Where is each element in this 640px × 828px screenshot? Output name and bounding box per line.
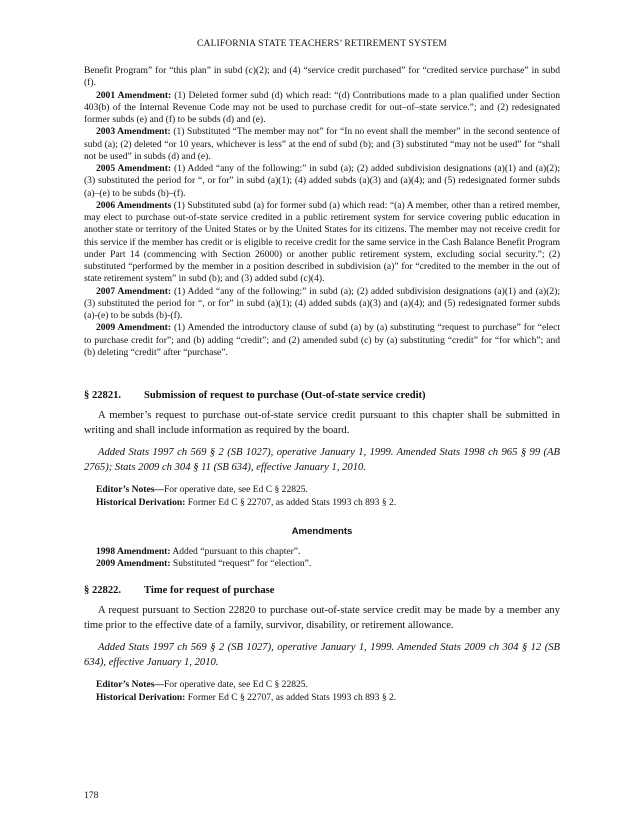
section-number: § 22822. [84,585,122,596]
section-body: A member’s request to purchase out-of-state service credit pursuant to this chapter shall be submitted in writing and shall include information as required by the board. [84,410,560,436]
amendment-text: Added “pursuant to this chapter”. [170,546,301,557]
amendment-2001 [84,90,560,127]
page-number: 178 [84,790,99,801]
amendment-2005 [84,163,560,200]
section-title: Time for request of purchase [144,585,275,596]
amendment-text: (1) Amended the introductory clause of subd (a) by (a) substituting “request to purchase” for “elect to purchase credit for”; and (b) adding “credit”; and (2) amended subd (c) by (a) substituting “credit” for “for which”; and (b) deleting “credit” after “purchase”. [84,322,561,358]
amendment-label: 2006 Amendments [96,199,172,211]
amendment-text: (1) Added “any of the following:” in subd (a); (2) added subdivision designations (a)(1) and (a)(2); (3) substituted the period for “, or for” in subd (a)(1); (4) added subds (a)(3) and (a)(4); and (5) redesignated former subds (a)-(e) to be subds (b)-(f). [84,285,560,321]
section-notes [84,484,560,509]
amendment-label: 2009 Amendment: [96,558,171,570]
amendment-text: (1) Substituted subd (a) for former subd (a) which read: “(a) A member, other than a retired member, may elect to purchase out-of-state service credited in a public retirement system for service covering public education in another state or territory of the United States or by the United States for its citizens. The member may not receive credit for this service if the member has credit or is eligible to receive credit for the same service in the Cash Balance Benefit Program under Part 14 (commencing with Section 26000) or another public retirement system, excluding social security.”; (2) substituted “performed by the member in a position described in subdivision (a)” for “credited to the member in the out of state retirement system” in subd (b); and (3) added subd (c)(4). [84,199,560,285]
amendments-heading: Amendments [291,526,353,537]
amendment-2006 [84,200,560,286]
section-body: A request pursuant to Section 22820 to purchase out-of-state service credit may be made by a member any time prior to the effective date of a family, survivor, disability, or retirement allowance. [84,605,560,631]
prior-amendment-notes [84,65,560,359]
historical-derivation-text: Former Ed C § 22707, as added Stats 1993 ch 893 § 2. [185,496,397,508]
amendment-text: (1) Deleted former subd (d) which read: “(d) Contributions made to a plan qualified under Section 403(b) of the Internal Revenue Code may not be used to purchase credit for out–of–state service.”; and (2) redesignated former subds (e) and (f) to be subds (d) and (e). [84,89,560,125]
historical-derivation [84,497,560,509]
amendment-2009 [84,558,560,570]
amendment-continuation: Benefit Program” for “this plan” in subd (c)(2); and (4) “service credit purchased” for “credited service purchase” in subd (f). [84,65,560,89]
amendment-text: Substituted “request” for “election”. [170,558,312,570]
historical-derivation-label: Historical Derivation: [96,496,186,508]
section-heading [84,390,560,401]
section-22822 [84,585,560,704]
amendment-label: 2007 Amendment: [96,285,172,297]
running-header: CALIFORNIA STATE TEACHERS’ RETIREMENT SYSTEM [197,38,447,49]
section-22821 [84,390,560,509]
amendment-text: (1) Added “any of the following:” in subd (a); (2) added subdivision designations (a)(1) and (a)(2); (3) substituted the period for “, or for” in subd (a)(1); (4) added subds (a)(3) and (a)(4); and (5) redesignated former subds (a)–(e) to be subds (b)–(f). [84,163,560,199]
section-22821-amendments [84,546,560,571]
amendment-label: 1998 Amendment: [96,546,171,557]
section-citation: Added Stats 1997 ch 569 § 2 (SB 1027), operative January 1, 1999. Amended Stats 2009 ch 304 § 12 (SB 634), effective January 1, 2010. [84,642,560,668]
amendment-label: 2005 Amendment: [96,163,172,174]
editors-note [84,679,560,691]
historical-derivation [84,692,560,704]
section-number: § 22821. [84,390,122,401]
editors-note [84,484,560,496]
editors-note-label: Editor’s Notes— [96,679,164,691]
historical-derivation-text: Former Ed C § 22707, as added Stats 1993 ch 893 § 2. [185,691,397,703]
amendment-label: 2009 Amendment: [96,322,172,334]
section-title: Submission of request to purchase (Out-of-state service credit) [144,390,426,401]
amendment-2007 [84,286,560,323]
section-notes [84,679,560,704]
amendment-label: 2001 Amendment: [96,89,172,101]
amendment-2003 [84,126,560,163]
section-heading [84,585,560,596]
editors-note-label: Editor’s Notes— [96,484,164,496]
section-citation: Added Stats 1997 ch 569 § 2 (SB 1027), operative January 1, 1999. Amended Stats 1998 ch 965 § 99 (AB 2765); Stats 2009 ch 304 § 11 (SB 634), effective January 1, 2010. [84,447,560,473]
historical-derivation-label: Historical Derivation: [96,691,186,703]
editors-note-text: For operative date, see Ed C § 22825. [163,679,308,691]
amendment-2009 [84,322,560,359]
editors-note-text: For operative date, see Ed C § 22825. [163,484,308,496]
amendment-1998 [84,546,560,558]
amendment-label: 2003 Amendment: [96,126,171,138]
amendment-text: (1) Substituted “The member may not” for “In no event shall the member” in the second sentence of subd (a); (2) deleted “or 10 years, whichever is less” at the end of subd (b); and (3) substituted “may not be used” for “shall not be used” in subds (d) and (e). [84,126,560,162]
